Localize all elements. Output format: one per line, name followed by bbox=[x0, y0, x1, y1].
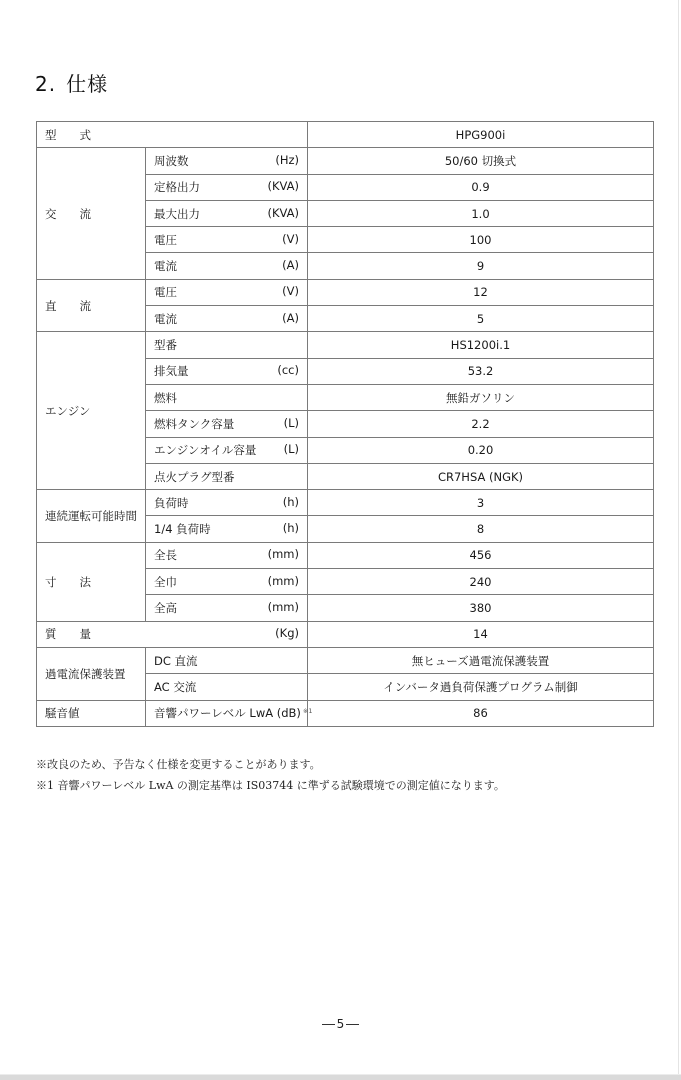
param-value: インバータ過負荷保護プログラム制御 bbox=[308, 674, 654, 700]
table-row bbox=[37, 490, 654, 516]
param-label: 排気量 bbox=[154, 364, 189, 379]
model-label: 型 式 bbox=[37, 122, 308, 148]
noise-param-label: 音響パワーレベル LwA (dB) bbox=[154, 706, 301, 721]
mass-value: 14 bbox=[308, 621, 654, 647]
param-value: 8 bbox=[308, 516, 654, 542]
param-unit: (h) bbox=[282, 521, 299, 536]
param-unit: (mm) bbox=[267, 599, 299, 614]
param-label: 全巾 bbox=[154, 574, 177, 589]
param-value: 0.20 bbox=[308, 437, 654, 463]
noise-value: 86 bbox=[308, 700, 654, 726]
param-label: 燃料タンク容量 bbox=[154, 416, 235, 431]
noise-label: 騒音値 bbox=[37, 700, 146, 726]
table-row-model bbox=[37, 122, 654, 148]
param-value: 380 bbox=[308, 595, 654, 621]
section-number: 2. bbox=[35, 72, 57, 96]
param-unit: (V) bbox=[282, 284, 299, 299]
param-label: エンジンオイル容量 bbox=[154, 443, 257, 458]
mass-unit: (Kg) bbox=[275, 626, 299, 641]
param-value: 3 bbox=[308, 490, 654, 516]
table-row-noise bbox=[37, 700, 654, 726]
param-unit: (A) bbox=[282, 310, 299, 325]
param-value: 50/60 切換式 bbox=[308, 148, 654, 174]
footnote-mark: ※1 bbox=[302, 707, 313, 716]
param-label: 定格出力 bbox=[154, 180, 200, 195]
param-label: DC 直流 bbox=[154, 653, 198, 668]
param-unit: (cc) bbox=[277, 363, 299, 378]
dash-left bbox=[322, 1024, 335, 1025]
param-label: 電流 bbox=[154, 311, 177, 326]
param-label: 電流 bbox=[154, 259, 177, 274]
table-row bbox=[37, 279, 654, 305]
param-label: 燃料 bbox=[154, 390, 177, 405]
param-unit: (A) bbox=[282, 258, 299, 273]
param-value: 5 bbox=[308, 306, 654, 332]
page-edge bbox=[678, 0, 679, 1075]
param-label: 型番 bbox=[154, 338, 177, 353]
table-row bbox=[37, 148, 654, 174]
group-label-runtime: 連続運転可能時間 bbox=[37, 490, 146, 543]
param-value: 1.0 bbox=[308, 200, 654, 226]
table-row-mass bbox=[37, 621, 654, 647]
param-label: 全長 bbox=[154, 548, 177, 563]
page-number bbox=[0, 1017, 681, 1031]
group-label-dimensions: 寸 法 bbox=[37, 542, 146, 621]
param-value: 100 bbox=[308, 227, 654, 253]
param-label: 電圧 bbox=[154, 285, 177, 300]
param-unit: (KVA) bbox=[267, 205, 299, 220]
param-value: 240 bbox=[308, 569, 654, 595]
param-unit: (Hz) bbox=[275, 152, 299, 167]
page-number-value: 5 bbox=[336, 1017, 345, 1031]
param-unit: (L) bbox=[283, 415, 299, 430]
param-value: 無ヒューズ過電流保護装置 bbox=[308, 647, 654, 673]
section-title: 仕様 bbox=[66, 72, 109, 96]
param-label: 全高 bbox=[154, 600, 177, 615]
footnote-noise-measurement: ※1 音響パワーレベル LwA の測定基準は IS03744 に準ずる試験環境での測定値になります。 bbox=[36, 779, 505, 792]
param-value: HS1200i.1 bbox=[308, 332, 654, 358]
param-label: 1/4 負荷時 bbox=[154, 522, 211, 537]
group-label-ac: 交 流 bbox=[37, 148, 146, 279]
param-label: 周波数 bbox=[154, 153, 189, 168]
page-bottom-bar bbox=[0, 1074, 681, 1080]
param-label: 点火プラグ型番 bbox=[154, 469, 235, 484]
group-label-dc: 直 流 bbox=[37, 279, 146, 332]
param-unit: (V) bbox=[282, 231, 299, 246]
param-value: 53.2 bbox=[308, 358, 654, 384]
param-label: 電圧 bbox=[154, 232, 177, 247]
param-value: 9 bbox=[308, 253, 654, 279]
dash-right bbox=[346, 1024, 359, 1025]
spec-table bbox=[36, 121, 654, 727]
section-heading bbox=[35, 68, 108, 97]
model-value: HPG900i bbox=[308, 122, 654, 148]
param-value: 2.2 bbox=[308, 411, 654, 437]
group-label-overcurrent: 過電流保護装置 bbox=[37, 647, 146, 700]
param-label: 負荷時 bbox=[154, 495, 189, 510]
param-value: 12 bbox=[308, 279, 654, 305]
table-row bbox=[37, 542, 654, 568]
param-unit: (mm) bbox=[267, 547, 299, 562]
table-row bbox=[37, 332, 654, 358]
param-value: CR7HSA (NGK) bbox=[308, 463, 654, 489]
param-unit: (mm) bbox=[267, 573, 299, 588]
footnote-change-notice: ※改良のため、予告なく仕様を変更することがあります。 bbox=[36, 758, 321, 771]
mass-label: 質 量 bbox=[45, 627, 91, 642]
param-unit: (h) bbox=[282, 494, 299, 509]
param-unit: (KVA) bbox=[267, 179, 299, 194]
group-label-engine: エンジン bbox=[37, 332, 146, 490]
param-unit: (L) bbox=[283, 442, 299, 457]
table-row bbox=[37, 647, 654, 673]
param-value: 0.9 bbox=[308, 174, 654, 200]
param-value: 無鉛ガソリン bbox=[308, 384, 654, 410]
footnotes bbox=[36, 754, 505, 796]
param-value: 456 bbox=[308, 542, 654, 568]
param-label: 最大出力 bbox=[154, 206, 200, 221]
param-label: AC 交流 bbox=[154, 679, 197, 694]
